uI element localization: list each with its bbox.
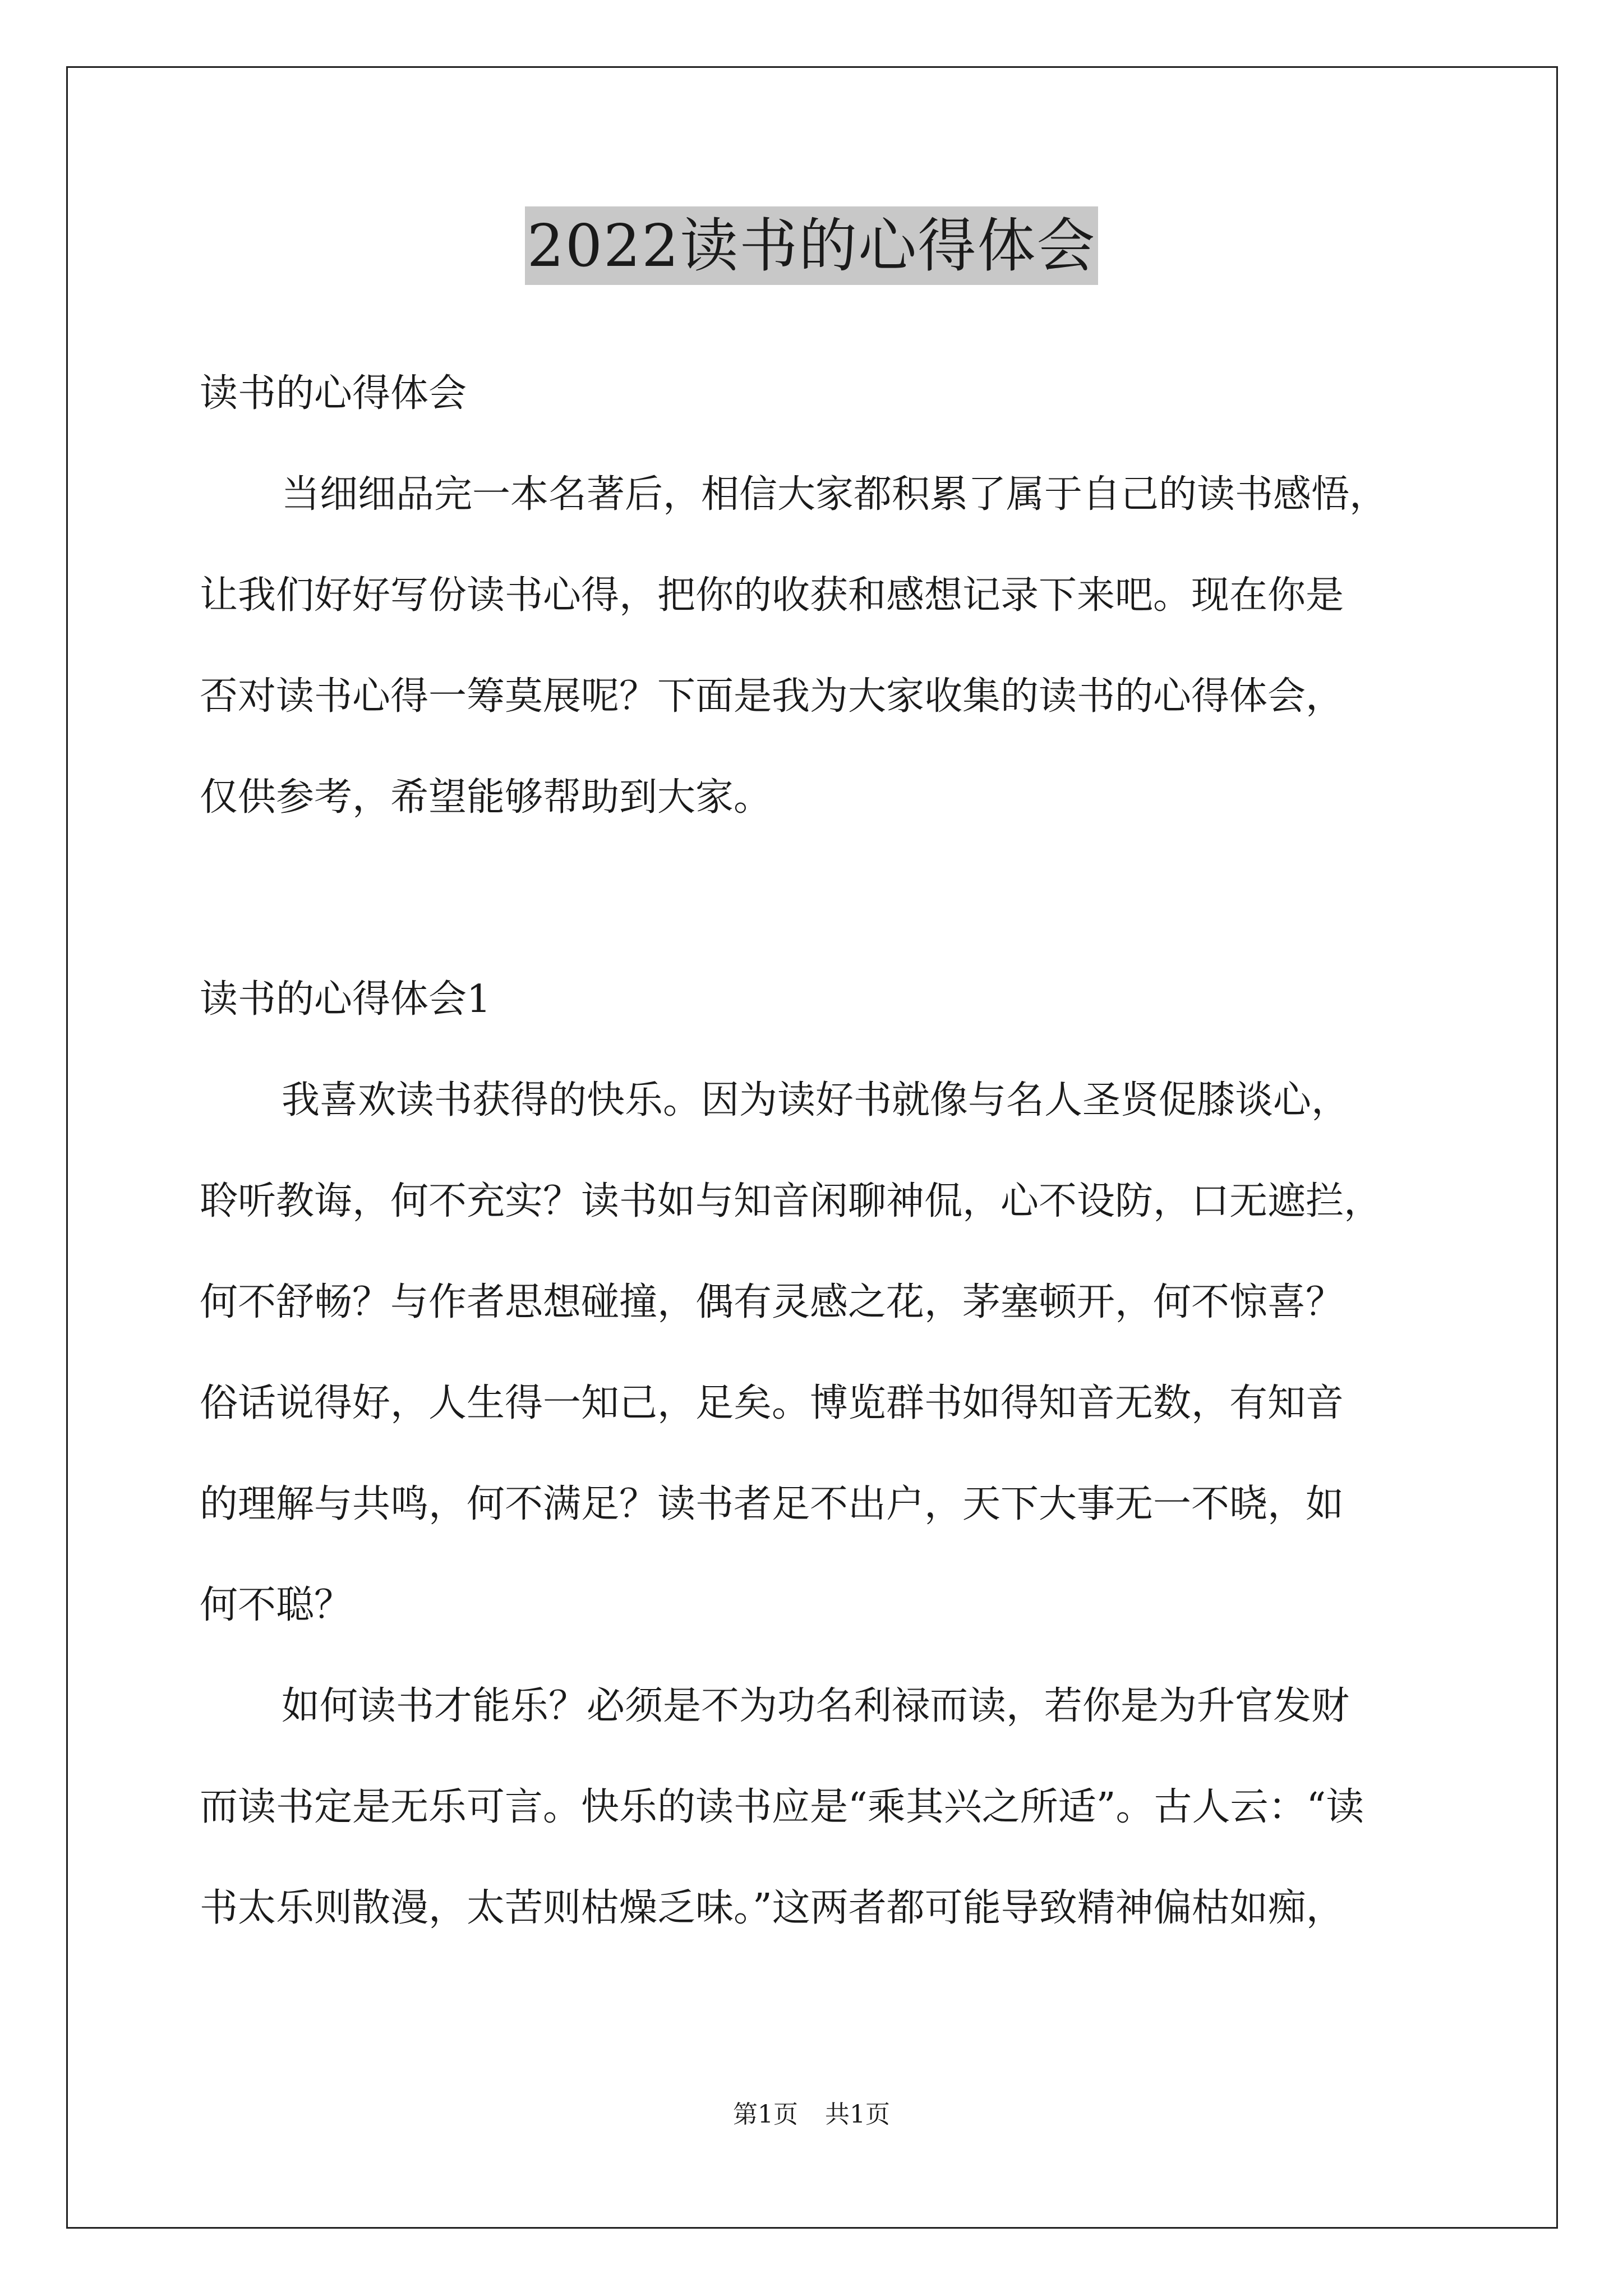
paragraph-line: 俗话说得好，人生得一知己，足矣。博览群书如得知音无数，有知音 <box>200 1381 1344 1425</box>
page-total: 共1页 <box>825 2100 890 2129</box>
paragraph-gap <box>200 848 1433 949</box>
page-number: 第1页 <box>733 2100 798 2129</box>
paragraph-line: 书太乐则散漫，太苦则枯燥乏味。”这两者都可能导致精神偏枯如痴， <box>200 1886 1344 1930</box>
paragraph-line: 聆听教诲，何不充实？读书如与知音闲聊神侃，心不设防，口无遮拦， <box>200 1179 1382 1223</box>
subtitle: 读书的心得体会 <box>200 371 467 416</box>
paragraph-line: 的理解与共鸣，何不满足？读书者足不出户，天下大事无一不晓，如 <box>200 1482 1344 1526</box>
paragraph-line: 何不舒畅？与作者思想碰撞，偶有灵感之花，茅塞顿开，何不惊喜？ <box>200 1280 1344 1324</box>
paragraph-line: 而读书定是无乐可言。快乐的读书应是“乘其兴之所适”。古人云：“读 <box>200 1785 1364 1829</box>
paragraph-line: 如何读书才能乐？必须是不为功名利禄而读，若你是为升官发财 <box>282 1684 1350 1728</box>
document-title: 2022读书的心得体会 <box>525 206 1099 285</box>
section-heading: 读书的心得体会1 <box>200 977 491 1022</box>
page-footer <box>0 2098 1623 2132</box>
paragraph-line: 我喜欢读书获得的快乐。因为读好书就像与名人圣贤促膝谈心， <box>282 1078 1350 1122</box>
paragraph-line: 何不聪？ <box>200 1583 353 1627</box>
intro-line: 仅供参考，希望能够帮助到大家。 <box>200 775 772 820</box>
document-body <box>200 343 1433 1959</box>
intro-line: 当细细品完一本名著后，相信大家都积累了属于自己的读书感悟， <box>282 472 1388 517</box>
intro-line: 让我们好好写份读书心得，把你的收获和感想记录下来吧。现在你是 <box>200 573 1344 618</box>
title-container <box>0 206 1623 285</box>
intro-line: 否对读书心得一筹莫展呢？下面是我为大家收集的读书的心得体会， <box>200 674 1344 719</box>
